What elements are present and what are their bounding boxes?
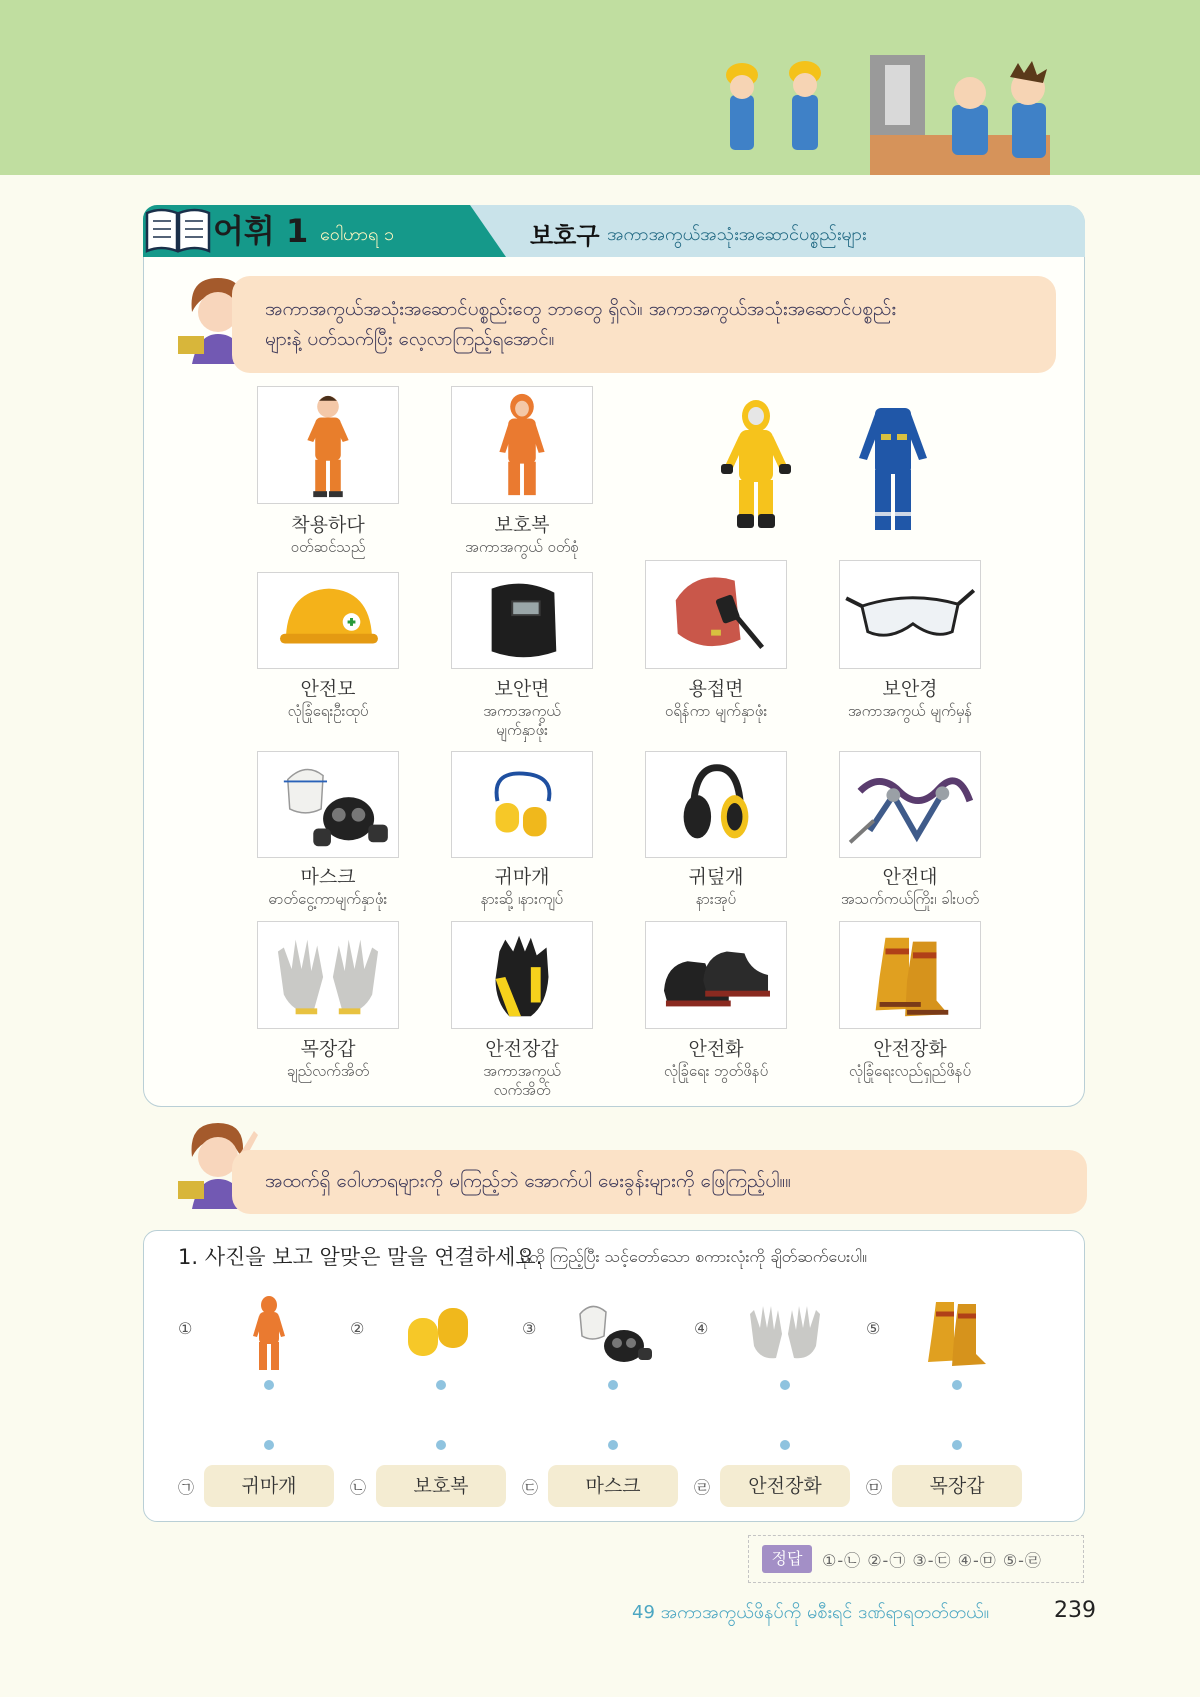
vocab-title: 어휘 1 xyxy=(213,212,309,250)
option-earplugs[interactable]: 귀마개 xyxy=(204,1465,334,1507)
vocab-word-my: ဝရိန်ကာ မျက်နှာဖုံး xyxy=(664,702,768,720)
exercise-image-gas-mask xyxy=(572,1294,654,1376)
topic-title: 보호구 xyxy=(530,222,600,250)
vocab-word-ko: 귀덮개 xyxy=(688,866,744,888)
match-dot-bottom[interactable] xyxy=(608,1440,618,1450)
item-number: ① xyxy=(178,1319,193,1338)
match-dot-top[interactable] xyxy=(436,1380,446,1390)
option-safety-boots[interactable]: 안전장화 xyxy=(720,1465,850,1507)
vocab-word-my: လုံခြုံရေး ဘွတ်ဖိနပ် xyxy=(663,1062,769,1080)
vocab-image-earplugs xyxy=(451,751,593,858)
answer-badge: 정답 xyxy=(762,1545,812,1573)
item-number: ② xyxy=(350,1319,365,1338)
match-dot-top[interactable] xyxy=(952,1380,962,1390)
match-dot-top[interactable] xyxy=(608,1380,618,1390)
exercise-image-safety-boots xyxy=(916,1294,998,1376)
match-dot-bottom[interactable] xyxy=(780,1440,790,1450)
vocab-word-my: အကာအကွယ် မျက်မှန် xyxy=(847,702,973,720)
vocab-image-safety-goggles xyxy=(839,560,981,669)
vocab-word-my: နားဆို့ ၊နားကျပ် xyxy=(480,890,564,908)
match-dot-bottom[interactable] xyxy=(264,1440,274,1450)
vocab-image-face-shield xyxy=(451,572,593,669)
vocab-word-ko: 보호복 xyxy=(494,514,550,536)
match-dot-top[interactable] xyxy=(780,1380,790,1390)
vocab-word-my: အကာအကွယ် ဝတ်စုံ xyxy=(465,538,579,556)
option-cotton-gloves[interactable]: 목장갑 xyxy=(892,1465,1022,1507)
vocab-word-ko: 보안면 xyxy=(494,678,550,700)
vocab-word-my: ချည်လက်အိတ် xyxy=(286,1062,370,1080)
vocab-image-hard-hat xyxy=(257,572,399,669)
vocab-subtitle: ဝေါဟာရ ၁ xyxy=(320,224,395,245)
vocab-word-ko: 안전화 xyxy=(688,1038,744,1060)
vocab-word-ko: 안전장화 xyxy=(873,1038,947,1060)
option-protective-suit[interactable]: 보호복 xyxy=(376,1465,506,1507)
intro-speech-line1: အကာအကွယ်အသုံးအဆောင်ပစ္စည်းတွေ ဘာတွေ ရှိလဲ။ အကာအကွယ်အသုံးအဆောင်ပစ္စည်း xyxy=(265,298,897,320)
vocab-image-wear xyxy=(257,386,399,504)
exercise-image-cotton-gloves xyxy=(744,1294,826,1376)
vocab-image-welding-mask xyxy=(645,560,787,669)
exercise-image-protective-suit xyxy=(228,1294,310,1376)
intro-speech-line2: များနဲ့ ပတ်သက်ပြီး လေ့လာကြည့်ရအောင်။ xyxy=(265,328,555,350)
match-dot-top[interactable] xyxy=(264,1380,274,1390)
answer-text: ①-㉡ ②-㉠ ③-㉢ ④-㉤ ⑤-㉣ xyxy=(822,1551,1042,1570)
option-marker: ㉡ xyxy=(350,1478,367,1497)
book-icon xyxy=(143,205,213,257)
vocab-word-ko: 보안경 xyxy=(882,678,938,700)
page-number: 239 xyxy=(1054,1598,1096,1623)
vocab-word-ko: 착용하다 xyxy=(291,514,365,536)
question-subtitle: ပုံကို ကြည့်ပြီး သင့်တော်သော စကားလုံးကို ချိတ်ဆက်ပေးပါ။ xyxy=(520,1247,867,1266)
vocab-image-safety-shoes xyxy=(645,921,787,1029)
workers-illustration xyxy=(720,55,1080,175)
vocab-image-earmuffs xyxy=(645,751,787,858)
vocab-image-blue-coverall xyxy=(853,404,933,534)
vocab-image-cotton-gloves xyxy=(257,921,399,1029)
match-dot-bottom[interactable] xyxy=(952,1440,962,1450)
vocab-image-safety-boots xyxy=(839,921,981,1029)
vocab-image-yellow-hazmat-suit xyxy=(701,396,811,536)
option-marker: ㉢ xyxy=(522,1478,539,1497)
vocab-word-ko: 마스크 xyxy=(300,866,356,888)
option-marker: ㉤ xyxy=(866,1478,883,1497)
item-number: ③ xyxy=(522,1319,537,1338)
practice-speech-text: အထက်ရှိ ဝေါဟာရများကို မကြည့်ဘဲ အောက်ပါ မေးခွန်းများကို ဖြေကြည့်ပါ။။ xyxy=(265,1170,791,1192)
item-number: ⑤ xyxy=(866,1319,881,1338)
vocab-word-ko: 목장갑 xyxy=(300,1038,356,1060)
option-mask[interactable]: 마스크 xyxy=(548,1465,678,1507)
option-marker: ㉠ xyxy=(178,1478,195,1497)
topic-subtitle: အကာအကွယ်အသုံးအဆောင်ပစ္စည်းများ xyxy=(607,224,867,245)
vocab-word-my: ဝတ်ဆင်သည် xyxy=(290,538,366,556)
vocab-image-safety-gloves xyxy=(451,921,593,1029)
vocab-word-my: လုံခြုံရေးဦးထုပ် xyxy=(287,702,369,720)
option-marker: ㉣ xyxy=(694,1478,711,1497)
vocab-word-ko: 안전대 xyxy=(882,866,938,888)
vocab-word-my: နားအုပ် xyxy=(695,890,737,908)
vocab-word-my: လုံခြုံရေးလည်ရှည်ဖိနပ် xyxy=(848,1062,972,1080)
footer-title: 49 အကာအကွယ်ဖိနပ်ကို မစီးရင် ဒဏ်ရာရတတ်တယ်။ xyxy=(632,1602,990,1623)
vocab-word-ko: 안전모 xyxy=(300,678,356,700)
vocab-image-protective-suit xyxy=(451,386,593,504)
vocab-image-gas-mask xyxy=(257,751,399,858)
item-number: ④ xyxy=(694,1319,709,1338)
vocab-word-ko: 안전장갑 xyxy=(485,1038,559,1060)
question-title: 1. 사진을 보고 알맞은 말을 연결하세요. xyxy=(178,1245,543,1269)
exercise-image-earplugs xyxy=(400,1294,482,1376)
match-dot-bottom[interactable] xyxy=(436,1440,446,1450)
vocab-word-ko: 귀마개 xyxy=(494,866,550,888)
vocab-word-my: ဓာတ်ငွေ့ကာမျက်နှာဖုံး xyxy=(268,890,388,908)
vocab-word-my: အကာအကွယ် မျက်နှာဖုံး xyxy=(483,702,561,739)
vocab-image-safety-harness xyxy=(839,751,981,858)
vocab-word-ko: 용접면 xyxy=(688,678,744,700)
vocab-word-my: အကာအကွယ် လက်အိတ် xyxy=(483,1062,561,1099)
vocab-word-my: အသက်ကယ်ကြိုး၊ ခါးပတ် xyxy=(840,890,980,908)
